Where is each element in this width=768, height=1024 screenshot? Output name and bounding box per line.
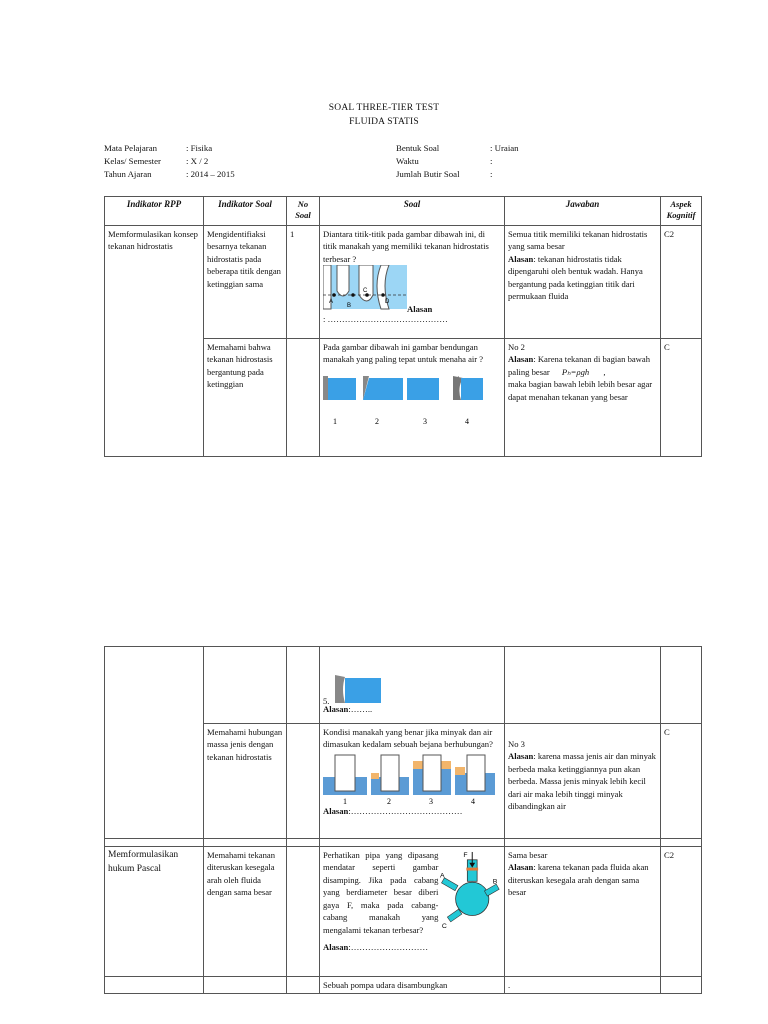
dam5-label: 5. [323, 696, 330, 706]
meta-label: Jumlah Butir Soal [396, 168, 460, 179]
header-jawaban: Jawaban [505, 197, 661, 226]
jawaban-alasan: : karena tekanan pada fluida akan diteruskan kesegala arah dengan sama besar [508, 862, 649, 898]
soal-text: Perhatikan pipa yang dipasang mendatar seperti gambar disamping. Jika pada cabang yang berdiameter besar diberi gaya F, maka pada cabang-cabang manakah yang mengalami tekanan terbesar? [323, 850, 439, 935]
cell-soal [320, 724, 505, 839]
meta-label: Waktu [396, 155, 419, 166]
alasan-dots: :…….. [348, 704, 373, 714]
meta-label: Bentuk Soal [396, 143, 440, 153]
meta-value: : [490, 168, 493, 179]
point-label-d: D [385, 299, 390, 306]
cell-no-soal [287, 647, 320, 724]
pascal-pipe [448, 909, 463, 922]
dam-label-3: 3 [423, 416, 427, 426]
header-aspek-kognitif: Aspek Kognitif [661, 197, 702, 226]
dam-water [328, 378, 356, 400]
point-marker [351, 294, 355, 298]
vessel-diagram [323, 265, 407, 311]
label-a: A [440, 872, 445, 880]
document-title: SOAL THREE-TIER TEST [328, 103, 440, 113]
dam-water [363, 378, 403, 400]
cell-no-soal [287, 339, 320, 457]
meta-label: Tahun Ajaran [104, 168, 152, 179]
jawaban-alasan: : Karena tekanan di bagian bawah paling besar [508, 354, 650, 377]
table-row [105, 226, 702, 339]
cell-aspek [661, 977, 702, 994]
cell-jawaban [505, 647, 661, 724]
pascal-piston [467, 868, 479, 871]
jawaban-alasan-label: Alasan [508, 354, 534, 365]
cell-jawaban [505, 339, 661, 457]
meta-right [396, 142, 519, 180]
soal-text: Kondisi manakah yang benar jika minyak dan air dimasukan kedalam sebuah bejana berhubungan? [323, 727, 493, 750]
dam-label-1: 1 [333, 416, 337, 426]
jawaban-lanjut: maka bagian bawah lebih lebih besar agar dapat menahan tekanan yang besar [508, 379, 653, 402]
cell-no-soal [287, 977, 320, 994]
alasan-label: Alasan [323, 805, 349, 816]
soal-text: Pada gambar dibawah ini gambar bendungan manakah yang paling tepat untuk menaha air ? [323, 342, 484, 365]
u-tube-wall [335, 755, 355, 791]
cell-no-soal [287, 724, 320, 839]
u-tube-label-2: 2 [387, 796, 391, 805]
header-no-soal: No Soal [287, 197, 320, 226]
u-tube-label-3: 3 [429, 796, 433, 805]
alasan-dots: : …………………………………… [323, 314, 448, 325]
meta-value: : Uraian [490, 143, 519, 153]
meta-label: Kelas/ Semester [104, 155, 161, 166]
table-row [105, 977, 702, 994]
cell-indikator-soal: Memahami hubungan massa jenis dengan tekanan hidrostatis [204, 724, 287, 839]
point-label-b: B [347, 303, 352, 310]
cell-jawaban: . [505, 977, 661, 994]
dam-water [407, 378, 439, 400]
alasan-dots: :……………………… [348, 942, 429, 952]
point-label-a: A [329, 299, 334, 306]
vessel-figure [323, 265, 501, 315]
cell-jawaban [505, 724, 661, 839]
point-marker [332, 294, 336, 298]
meta-value: : 2014 – 2015 [186, 168, 235, 179]
u-tube-wall [381, 755, 399, 791]
cell-aspek [661, 647, 702, 724]
cell-no-soal: 1 [287, 226, 320, 339]
point-marker [381, 294, 385, 298]
cell-indikator-rpp [105, 977, 204, 994]
header-indikator-soal: Indikator Soal [204, 197, 287, 226]
jawaban-alasan-label: Alasan [508, 862, 534, 873]
jawaban-alasan-label: Alasan [508, 253, 534, 264]
table-spacer-row [105, 839, 702, 847]
cell-indikator-soal: Mengidentifiaksi besarnya tekanan hidrostatis pada beberapa titik dengan ketinggian sama [204, 226, 287, 339]
dam-water [461, 378, 483, 400]
cell-jawaban [505, 847, 661, 977]
cell-soal [320, 847, 505, 977]
table-row [105, 647, 702, 724]
question-table-continued [104, 646, 702, 994]
pascal-pipe [442, 878, 458, 891]
formula-comma: , [603, 366, 606, 377]
alasan-dots: :………………………………… [348, 805, 463, 816]
cell-indikator-rpp: Memformulasikan hukum Pascal [105, 847, 204, 977]
alasan-label: Alasan [323, 942, 349, 952]
cell-jawaban [505, 226, 661, 339]
table-row [105, 847, 702, 977]
u-tube-oil [455, 767, 465, 775]
meta-value: : X / 2 [186, 155, 209, 166]
dam-figure [323, 372, 499, 432]
cell-soal: Sebuah pompa udara disambungkan [320, 977, 505, 994]
cell-indikator-rpp [105, 647, 204, 839]
pascal-figure [438, 849, 501, 941]
meta-value: : Fisika [186, 143, 213, 153]
jawaban-text: Sama besar [508, 850, 548, 860]
meta-label: Mata Pelajaran [104, 143, 158, 153]
question-table [104, 196, 702, 457]
vessel-wall [337, 265, 349, 296]
soal-text: Diantara titik-titik pada gambar dibawah ini, di titik manakah yang memiliki tekanan hidrostatis terbesar ? [323, 229, 489, 264]
formula: Pₕ=ρgh [561, 366, 590, 377]
alasan-label: Alasan [323, 704, 349, 714]
pascal-chamber [456, 882, 489, 915]
table-header-row [105, 197, 702, 226]
header-indikator-rpp: Indikator RPP [105, 197, 204, 226]
jawaban-alasan-label: Alasan [508, 751, 534, 762]
meta-left [104, 142, 235, 180]
cell-aspek: C [661, 339, 702, 457]
u-tube-label-1: 1 [343, 796, 347, 805]
dam5-figure [323, 675, 501, 706]
cell-soal [320, 647, 505, 724]
point-label-c: C [363, 288, 368, 295]
cell-indikator-soal [204, 647, 287, 724]
cell-indikator-soal: Memahami bahwa tekanan hidrostasis bergantung pada ketinggian [204, 339, 287, 457]
cell-aspek: C2 [661, 226, 702, 339]
jawaban-no: No 2 [508, 342, 525, 352]
pascal-pipe [485, 884, 500, 896]
meta-value: : [490, 155, 493, 166]
cell-aspek: C2 [661, 847, 702, 977]
cell-aspek: C [661, 724, 702, 839]
cell-indikator-soal: Memahami tekanan diteruskan kesegala arah oleh fluida dengan sama besar [204, 847, 287, 977]
cell-no-soal [287, 847, 320, 977]
jawaban-text: Semua titik memiliki tekanan hidrostatis yang sama besar [508, 229, 648, 252]
u-tube-label-4: 4 [471, 796, 475, 805]
jawaban-alasan: : tekanan hidrostatis tidak dipengaruhi oleh bentuk wadah. Hanya bergantung pada ketinggian titik dari permukaan fluida [508, 253, 643, 302]
cell-soal [320, 339, 505, 457]
document-subtitle: FLUIDA STATIS [349, 117, 419, 127]
dam-wall [323, 376, 328, 400]
jawaban-no: No 3 [508, 739, 525, 749]
u-tube-wall [423, 755, 441, 791]
u-tube-figure [323, 753, 499, 805]
cell-indikator-rpp: Memformulasikan konsep tekanan hidrostatis [105, 226, 204, 457]
jawaban-alasan: : karena massa jenis air dan minyak berbeda maka ketinggiannya pun akan berbeda. Massa jenis minyak lebih kecil dari air maka lebih tinggi minyak dibandingkan air [508, 751, 656, 812]
alasan-label: Alasan [407, 304, 433, 315]
dam-water [345, 678, 381, 703]
label-c: C [442, 923, 448, 931]
dam-label-4: 4 [465, 416, 469, 426]
label-b: B [493, 878, 498, 886]
label-f: F [463, 851, 469, 859]
cell-soal [320, 226, 505, 339]
dam5-diagram [331, 675, 387, 703]
u-tube-oil [371, 773, 379, 779]
header-soal: Soal [320, 197, 505, 226]
cell-indikator-soal [204, 977, 287, 994]
dam-label-2: 2 [375, 416, 379, 426]
dam-wall [335, 675, 345, 703]
u-tube-wall [467, 755, 485, 791]
